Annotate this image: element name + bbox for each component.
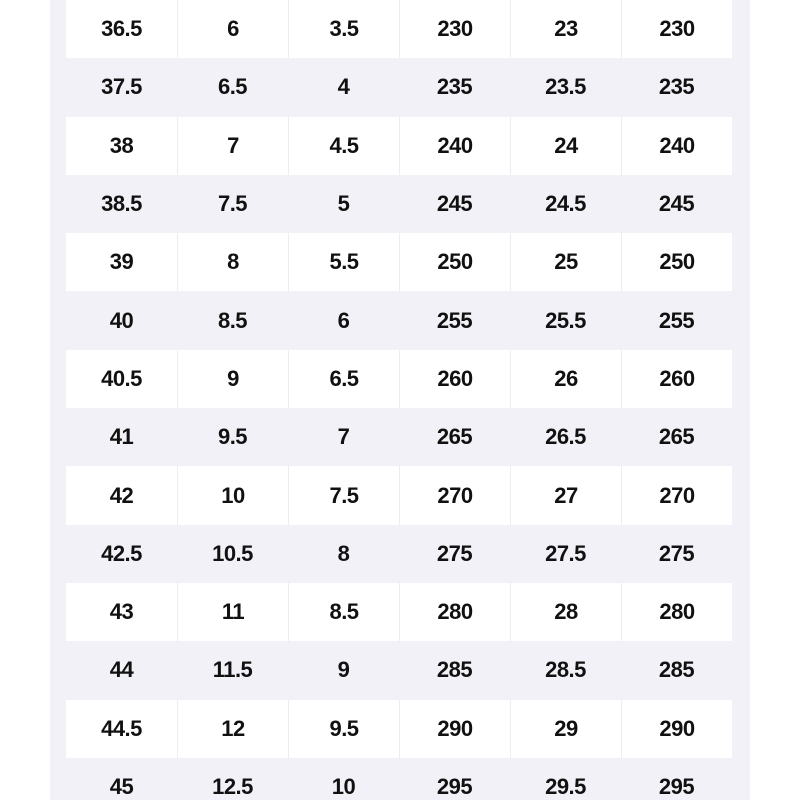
table-cell: 8 bbox=[288, 525, 399, 583]
table-cell: 10 bbox=[288, 758, 399, 800]
table-cell: 8.5 bbox=[177, 291, 288, 349]
table-cell: 28.5 bbox=[510, 641, 621, 699]
table-cell: 275 bbox=[399, 525, 510, 583]
table-row bbox=[66, 525, 732, 583]
table-cell: 40 bbox=[66, 291, 177, 349]
table-cell: 10 bbox=[177, 466, 288, 524]
table-cell: 45 bbox=[66, 758, 177, 800]
table-cell: 295 bbox=[399, 758, 510, 800]
table-cell: 41 bbox=[66, 408, 177, 466]
table-cell: 245 bbox=[621, 175, 732, 233]
table-row bbox=[66, 350, 732, 408]
table-cell: 7 bbox=[177, 117, 288, 175]
table-cell: 230 bbox=[621, 0, 732, 58]
table-row bbox=[66, 583, 732, 641]
table-cell: 8.5 bbox=[288, 583, 399, 641]
table-cell: 285 bbox=[399, 641, 510, 699]
table-cell: 4.5 bbox=[288, 117, 399, 175]
table-cell: 290 bbox=[399, 700, 510, 758]
size-chart-table bbox=[66, 0, 732, 800]
table-cell: 10.5 bbox=[177, 525, 288, 583]
table-cell: 8 bbox=[177, 233, 288, 291]
table-cell: 24 bbox=[510, 117, 621, 175]
table-row bbox=[66, 758, 732, 800]
table-row bbox=[66, 700, 732, 758]
table-cell: 25.5 bbox=[510, 291, 621, 349]
table-cell: 5 bbox=[288, 175, 399, 233]
table-cell: 235 bbox=[399, 58, 510, 116]
table-cell: 37.5 bbox=[66, 58, 177, 116]
table-cell: 40.5 bbox=[66, 350, 177, 408]
table-cell: 9.5 bbox=[177, 408, 288, 466]
table-cell: 38.5 bbox=[66, 175, 177, 233]
table-cell: 295 bbox=[621, 758, 732, 800]
table-row bbox=[66, 0, 732, 58]
table-cell: 7.5 bbox=[288, 466, 399, 524]
table-row bbox=[66, 233, 732, 291]
table-cell: 6 bbox=[288, 291, 399, 349]
table-row bbox=[66, 58, 732, 116]
table-cell: 6.5 bbox=[288, 350, 399, 408]
table-cell: 260 bbox=[621, 350, 732, 408]
table-cell: 275 bbox=[621, 525, 732, 583]
table-cell: 260 bbox=[399, 350, 510, 408]
table-cell: 36.5 bbox=[66, 0, 177, 58]
table-cell: 3.5 bbox=[288, 0, 399, 58]
table-row bbox=[66, 117, 732, 175]
table-cell: 25 bbox=[510, 233, 621, 291]
table-cell: 44.5 bbox=[66, 700, 177, 758]
table-cell: 7.5 bbox=[177, 175, 288, 233]
table-cell: 280 bbox=[621, 583, 732, 641]
table-cell: 6.5 bbox=[177, 58, 288, 116]
table-cell: 23.5 bbox=[510, 58, 621, 116]
table-cell: 29.5 bbox=[510, 758, 621, 800]
table-cell: 270 bbox=[399, 466, 510, 524]
table-cell: 28 bbox=[510, 583, 621, 641]
table-cell: 290 bbox=[621, 700, 732, 758]
table-cell: 270 bbox=[621, 466, 732, 524]
table-row bbox=[66, 641, 732, 699]
table-cell: 245 bbox=[399, 175, 510, 233]
table-cell: 11 bbox=[177, 583, 288, 641]
table-row bbox=[66, 466, 732, 524]
table-cell: 240 bbox=[399, 117, 510, 175]
table-cell: 29 bbox=[510, 700, 621, 758]
table-cell: 43 bbox=[66, 583, 177, 641]
table-cell: 12.5 bbox=[177, 758, 288, 800]
table-cell: 9 bbox=[177, 350, 288, 408]
table-cell: 27.5 bbox=[510, 525, 621, 583]
table-cell: 9 bbox=[288, 641, 399, 699]
table-cell: 24.5 bbox=[510, 175, 621, 233]
table-cell: 44 bbox=[66, 641, 177, 699]
table-cell: 4 bbox=[288, 58, 399, 116]
table-cell: 9.5 bbox=[288, 700, 399, 758]
table-cell: 250 bbox=[399, 233, 510, 291]
table-cell: 27 bbox=[510, 466, 621, 524]
table-cell: 42 bbox=[66, 466, 177, 524]
table-cell: 5.5 bbox=[288, 233, 399, 291]
table-cell: 280 bbox=[399, 583, 510, 641]
table-cell: 23 bbox=[510, 0, 621, 58]
table-row bbox=[66, 175, 732, 233]
table-cell: 285 bbox=[621, 641, 732, 699]
table-cell: 255 bbox=[621, 291, 732, 349]
table-cell: 39 bbox=[66, 233, 177, 291]
table-cell: 235 bbox=[621, 58, 732, 116]
table-cell: 11.5 bbox=[177, 641, 288, 699]
table-cell: 12 bbox=[177, 700, 288, 758]
table-cell: 265 bbox=[621, 408, 732, 466]
table-cell: 255 bbox=[399, 291, 510, 349]
table-row bbox=[66, 408, 732, 466]
table-cell: 240 bbox=[621, 117, 732, 175]
table-cell: 230 bbox=[399, 0, 510, 58]
table-cell: 265 bbox=[399, 408, 510, 466]
table-cell: 7 bbox=[288, 408, 399, 466]
table-cell: 250 bbox=[621, 233, 732, 291]
table-cell: 6 bbox=[177, 0, 288, 58]
table-cell: 42.5 bbox=[66, 525, 177, 583]
table-row bbox=[66, 291, 732, 349]
table-cell: 38 bbox=[66, 117, 177, 175]
table-cell: 26.5 bbox=[510, 408, 621, 466]
table-cell: 26 bbox=[510, 350, 621, 408]
